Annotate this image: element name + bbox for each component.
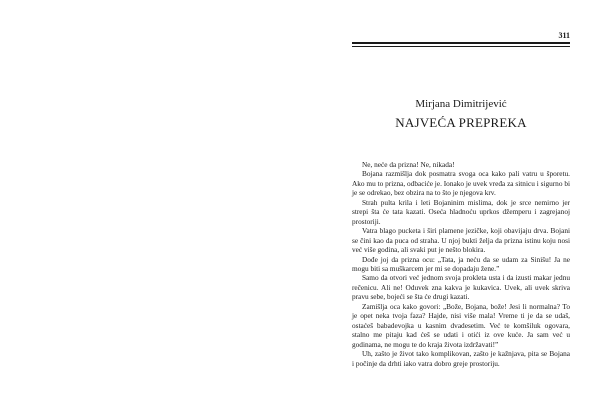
paragraph: Bojana razmišlja dok posmatra svoga oca kako pali vatru u šporetu. Ako mu to prizna, odbaciće je. Ionako je uvek vređa za sitnicu i sigurno bi je se odrekao, bez obzira na to što je njegova krv. (352, 169, 570, 198)
page-number: 311 (558, 31, 570, 40)
paragraph: Ne, neće da prizna! Ne, nikada! (362, 160, 455, 169)
paragraph: Zamišlja oca kako govori: „Bože, Bojana, bože! Jesi li normalna? To je opet neka tvoja faza? Hajde, nisi više mala! Vreme ti je da se udaš, ostaćeš babadevojka u kasnim dvadesetim. Već te komšiluk ogovara, stalno me pitaju kad ćeš se udati i otići iz ove kuće. Ja sam već u godinama, ne mogu te do kraja života izdržavati!” (352, 301, 570, 349)
paragraph: Dođe joj da prizna ocu: „Tata, ja neću da se udam za Sinišu! Ja ne mogu biti sa muškarcem jer mi se dopadaju žene.” (352, 254, 570, 273)
author-name: Mirjana Dimitrijević (415, 98, 507, 110)
story-body (352, 160, 570, 368)
header-rule-thin (352, 46, 570, 47)
paragraph: Vatra blago pucketa i širi plamene jezičke, koji obavijaju drva. Bojani se čini kao da puca od straha. U njoj bukti želja da prizna istinu koju nosi već više godina, ali svaki put je nešto blokira. (352, 226, 570, 255)
page-header (352, 31, 570, 47)
story-title: NAJVEĆA PREPREKA (395, 115, 527, 130)
right-page (300, 0, 600, 419)
header-rule-thick (352, 42, 570, 44)
paragraph: Strah pulta krila i leti Bojaninim mislima, dok je srce nemirno jer strepi šta će tata kazati. Oseća hladnoću uprkos džemperu i zagrejanoj prostoriji. (352, 197, 570, 226)
paragraph: Uh, zašto je život tako komplikovan, zašto je kažnjava, pita se Bojana i počinje da drhti iako vatra dobro greje prostoriju. (352, 349, 570, 368)
paragraph: Samo da otvori već jednom svoja prokleta usta i da izusti makar jednu rečenicu. Ali ne! Oduvek zna kakva je kukavica. Uvek, ali uvek skriva pravu sebe, bojeći se šta će drugi kazati. (352, 273, 570, 302)
